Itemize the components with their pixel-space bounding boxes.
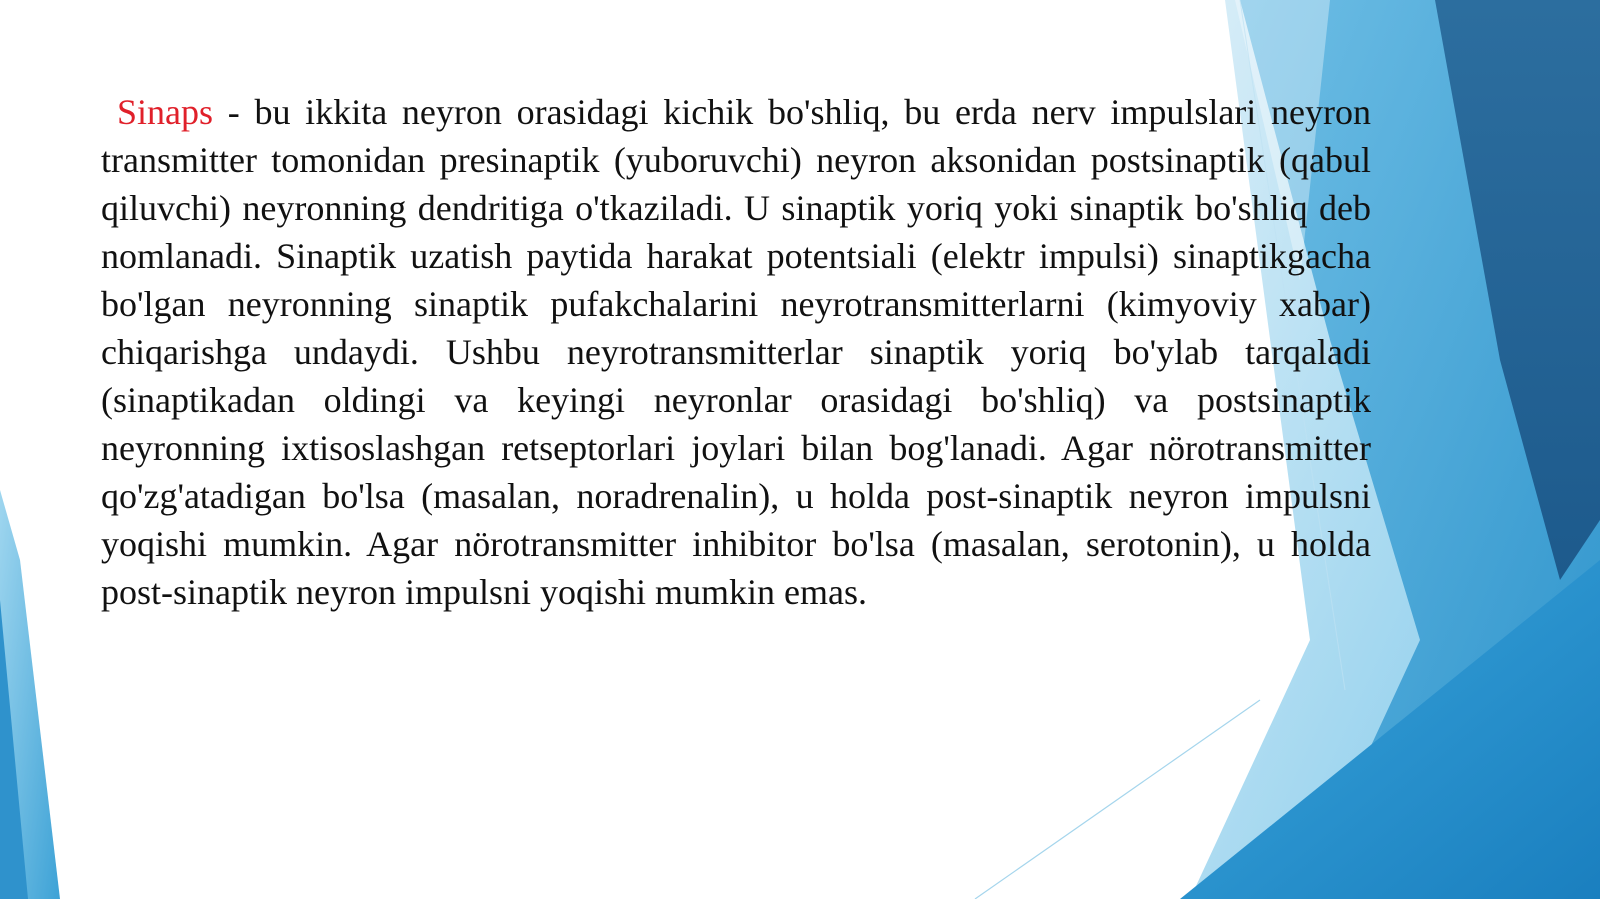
term-highlight: Sinaps: [117, 92, 214, 132]
slide-body-text: [101, 88, 1371, 616]
definition-text: - bu ikkita neyron orasidagi kichik bo'shliq, bu erda nerv impulslari neyron transmitter tomonidan presinaptik (yuboruvchi) neyron aksonidan postsinaptik (qabul qiluvchi) neyronning dendritiga o'tkaziladi. U sinaptik yoriq yoki sinaptik bo'shliq deb nomlanadi. Sinaptik uzatish paytida harakat potentsiali (elektr impulsi) sinaptikgacha bo'lgan neyronning sinaptik pufakchalarini neyrotransmitterlarni (kimyoviy xabar) chiqarishga undaydi. Ushbu neyrotransmitterlar sinaptik yoriq bo'ylab tarqaladi (sinaptikadan oldingi va keyingi neyronlar orasidagi bo'shliq) va postsinaptik neyronning ixtisoslashgan retseptorlari joylari bilan bog'lanadi. Agar nörotransmitter qo'zg'atadigan bo'lsa (masalan, noradrenalin), u holda post-sinaptik neyron impulsni yoqishi mumkin. Agar nörotransmitter inhibitor bo'lsa (masalan, serotonin), u holda post-sinaptik neyron impulsni yoqishi mumkin emas.: [101, 92, 1371, 612]
